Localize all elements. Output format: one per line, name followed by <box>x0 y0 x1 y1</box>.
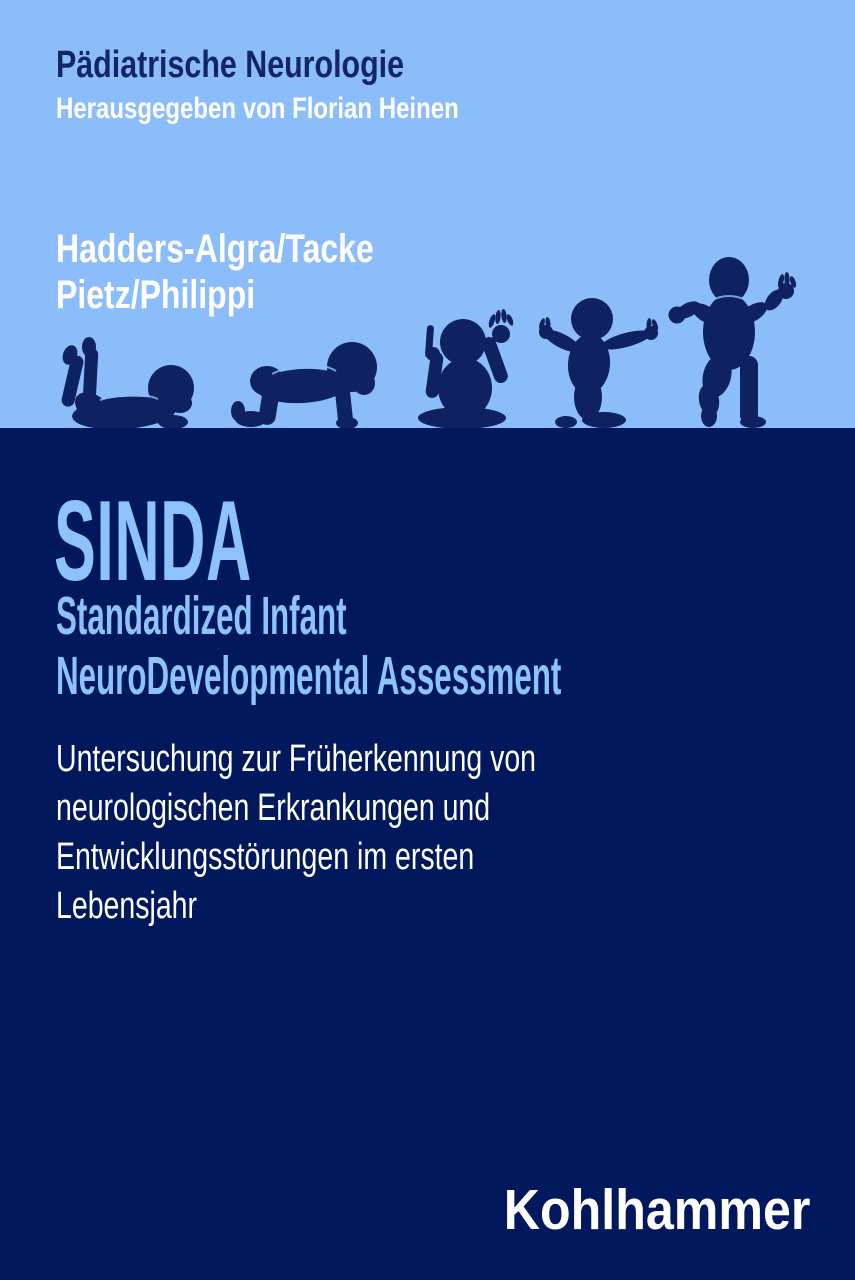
authors-line-2: Pietz/Philippi <box>56 273 256 317</box>
subtitle-line-2: NeuroDevelopmental Assessment <box>56 646 562 706</box>
series-title-text: Pädiatrische Neurologie <box>56 44 405 86</box>
publisher-logo <box>462 1178 810 1242</box>
bottom-band <box>0 428 855 1280</box>
series-title <box>56 46 491 84</box>
series-editor-text: Herausgegeben von Florian Heinen <box>56 92 459 125</box>
description-line-1: Untersuchung zur Früherkennung von <box>56 738 537 780</box>
top-band <box>0 0 855 428</box>
authors-line-1: Hadders-Algra/Tacke <box>56 227 374 271</box>
description-line-3: Entwicklungsstörungen im ersten <box>56 836 475 878</box>
description-line-2: neurologischen Erkrankungen und <box>56 787 491 829</box>
kneeling-baby-icon <box>538 298 659 428</box>
prone-baby-icon <box>60 337 194 428</box>
sitting-baby-icon <box>418 309 515 428</box>
book-subtitle <box>56 586 561 706</box>
infant-development-illustration <box>0 228 855 428</box>
crawling-baby-icon <box>231 342 377 428</box>
book-title <box>54 478 414 605</box>
description-line-4: Lebensjahr <box>56 885 198 927</box>
walking-toddler-icon <box>669 257 798 428</box>
description-block <box>56 735 536 931</box>
series-editor <box>56 94 559 124</box>
subtitle-line-1: Standardized Infant <box>56 586 347 646</box>
publisher-name: Kohlhammer <box>503 1178 810 1242</box>
book-title-text: SINDA <box>54 478 252 605</box>
